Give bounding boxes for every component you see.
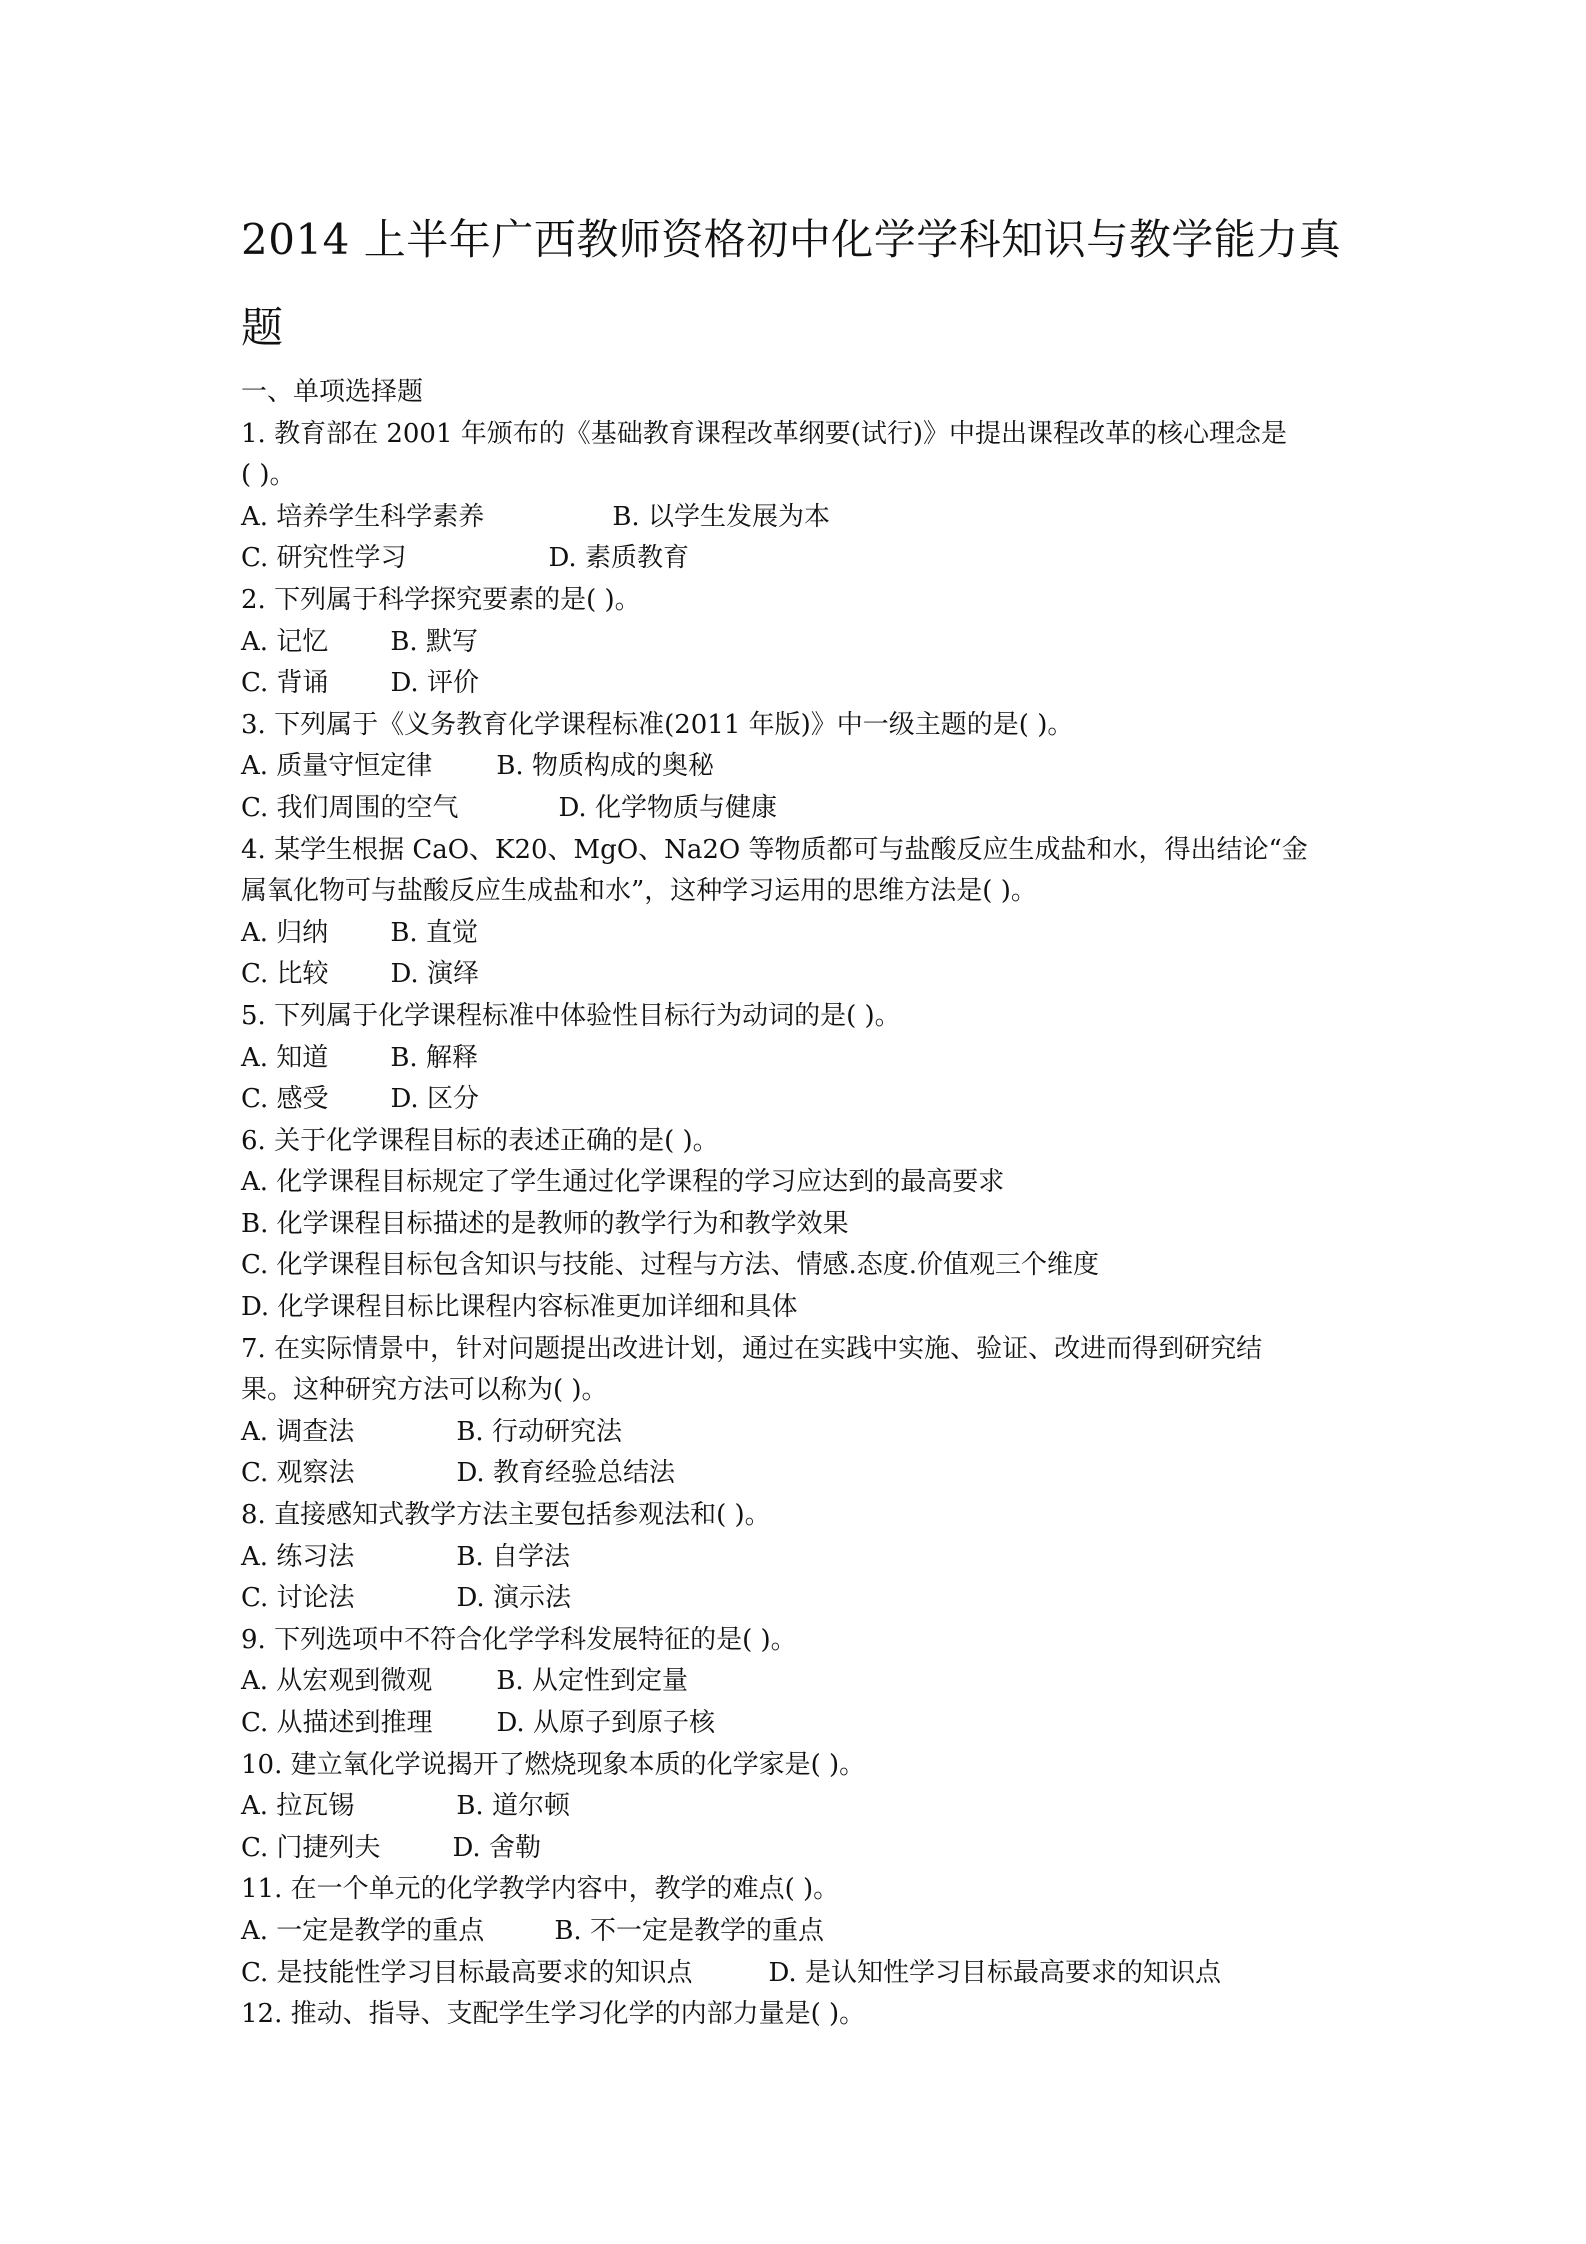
question-item	[241, 1495, 1353, 1620]
section-heading: 一、单项选择题	[241, 377, 424, 407]
option-row	[241, 1038, 1353, 1080]
option-row	[241, 1162, 1353, 1204]
option-text: C. 观察法	[241, 1458, 355, 1489]
option-text: D. 演示法	[456, 1583, 571, 1614]
question-stem-line: 3. 下列属于《义务教育化学课程标准(2011 年版)》中一级主题的是( )。	[241, 709, 1074, 740]
question-item	[241, 1745, 1353, 1870]
option-text: C. 感受	[241, 1084, 329, 1115]
option-text: B. 以学生发展为本	[612, 501, 830, 532]
option-text: D. 舍勒	[452, 1832, 541, 1863]
option-row	[241, 1703, 1353, 1745]
option-text: C. 我们周围的空气	[241, 792, 459, 823]
option-text: D. 化学物质与健康	[558, 792, 777, 823]
option-text: B. 默写	[390, 626, 478, 657]
option-row	[241, 1828, 1353, 1870]
option-text: A. 化学课程目标规定了学生通过化学课程的学习应达到的最高要求	[241, 1167, 1005, 1198]
question-item	[241, 830, 1353, 996]
question-item	[241, 996, 1353, 1121]
question-stem-line: 8. 直接感知式教学方法主要包括参观法和( )。	[241, 1500, 771, 1531]
question-stem-line: 1. 教育部在 2001 年颁布的《基础教育课程改革纲要(试行)》中提出课程改革的核心理念是	[241, 418, 1288, 449]
option-text: D. 是认知性学习目标最高要求的知识点	[768, 1957, 1221, 1988]
page-title	[241, 196, 1353, 372]
option-row	[241, 954, 1353, 996]
question-stem-line: 4. 某学生根据 CaO、K20、MgO、Na2O 等物质都可与盐酸反应生成盐和水，得出结论“金	[241, 834, 1308, 865]
option-text: C. 比较	[241, 959, 329, 990]
option-text: C. 门捷列夫	[241, 1832, 381, 1863]
option-row	[241, 1287, 1353, 1329]
option-text: A. 培养学生科学素养	[241, 501, 485, 532]
question-item	[241, 1869, 1353, 1994]
option-row	[241, 1786, 1353, 1828]
option-text: B. 化学课程目标描述的是教师的教学行为和教学效果	[241, 1208, 849, 1239]
question-stem-line: 10. 建立氧化学说揭开了燃烧现象本质的化学家是( )。	[241, 1749, 866, 1780]
option-row	[241, 1079, 1353, 1121]
question-stem-line: 9. 下列选项中不符合化学学科发展特征的是( )。	[241, 1624, 797, 1655]
question-list	[241, 414, 1353, 2036]
option-text: A. 归纳	[241, 917, 329, 948]
option-text: D. 教育经验总结法	[456, 1458, 675, 1489]
option-row	[241, 1953, 1353, 1995]
option-text: D. 区分	[390, 1084, 479, 1115]
question-item	[241, 1121, 1353, 1329]
option-text: D. 从原子到原子核	[496, 1708, 715, 1738]
question-stem-line: 属氧化物可与盐酸反应生成盐和水”，这种学习运用的思维方法是( )。	[241, 876, 1037, 907]
option-text: B. 道尔顿	[456, 1791, 570, 1822]
question-stem-line: 果。这种研究方法可以称为( )。	[241, 1375, 608, 1406]
page-title-line-1: 2014 上半年广西教师资格初中化学学科知识与教学能力真	[241, 215, 1342, 264]
option-row	[241, 1537, 1353, 1579]
question-item	[241, 580, 1353, 705]
question-item	[241, 1994, 1353, 2036]
option-text: D. 化学课程目标比课程内容标准更加详细和具体	[241, 1292, 798, 1323]
question-stem-line: ( )。	[241, 460, 296, 491]
option-text: C. 化学课程目标包含知识与技能、过程与方法、情感.态度.价值观三个维度	[241, 1250, 1100, 1281]
option-row	[241, 746, 1353, 788]
option-row	[241, 788, 1353, 830]
option-row	[241, 1453, 1353, 1495]
option-text: A. 练习法	[241, 1541, 355, 1572]
option-text: B. 从定性到定量	[496, 1666, 688, 1697]
question-item	[241, 705, 1353, 830]
option-row	[241, 538, 1353, 580]
option-row	[241, 1578, 1353, 1620]
option-row	[241, 913, 1353, 955]
question-stem-line: 5. 下列属于化学课程标准中体验性目标行为动词的是( )。	[241, 1000, 901, 1031]
option-text: A. 从宏观到微观	[241, 1666, 433, 1697]
option-row	[241, 1661, 1353, 1703]
option-text: D. 评价	[390, 668, 479, 699]
question-stem-line: 6. 关于化学课程目标的表述正确的是( )。	[241, 1125, 719, 1156]
option-row	[241, 497, 1353, 539]
option-text: C. 是技能性学习目标最高要求的知识点	[241, 1957, 693, 1988]
option-row	[241, 622, 1353, 664]
question-item	[241, 1620, 1353, 1745]
option-text: A. 调查法	[241, 1416, 355, 1447]
option-text: B. 物质构成的奥秘	[496, 751, 714, 782]
option-row	[241, 663, 1353, 705]
option-row	[241, 1911, 1353, 1953]
option-text: D. 演绎	[390, 959, 479, 990]
page-title-line-2: 题	[241, 303, 284, 352]
option-text: B. 解释	[390, 1042, 478, 1073]
option-text: B. 不一定是教学的重点	[554, 1915, 824, 1946]
question-stem-line: 11. 在一个单元的化学教学内容中，教学的难点( )。	[241, 1874, 840, 1905]
option-text: A. 知道	[241, 1042, 329, 1073]
option-text: A. 质量守恒定律	[241, 751, 433, 782]
question-item	[241, 1329, 1353, 1495]
option-row	[241, 1412, 1353, 1454]
option-text: C. 背诵	[241, 668, 329, 699]
question-item	[241, 414, 1353, 580]
document-content	[241, 196, 1353, 2036]
option-row	[241, 1245, 1353, 1287]
option-text: D. 素质教育	[548, 543, 689, 574]
question-stem-line: 12. 推动、指导、支配学生学习化学的内部力量是( )。	[241, 1999, 866, 2030]
option-row	[241, 1204, 1353, 1246]
question-stem-line: 7. 在实际情景中，针对问题提出改进计划，通过在实践中实施、验证、改进而得到研究结	[241, 1333, 1263, 1364]
option-text: B. 行动研究法	[456, 1416, 622, 1447]
option-text: A. 记忆	[241, 626, 329, 657]
option-text: A. 拉瓦锡	[241, 1791, 355, 1822]
option-text: C. 讨论法	[241, 1583, 355, 1614]
option-text: C. 从描述到推理	[241, 1708, 433, 1738]
question-stem-line: 2. 下列属于科学探究要素的是( )。	[241, 584, 641, 615]
option-text: A. 一定是教学的重点	[241, 1915, 485, 1946]
option-text: C. 研究性学习	[241, 543, 407, 574]
option-text: B. 自学法	[456, 1541, 570, 1572]
option-text: B. 直觉	[390, 917, 478, 948]
